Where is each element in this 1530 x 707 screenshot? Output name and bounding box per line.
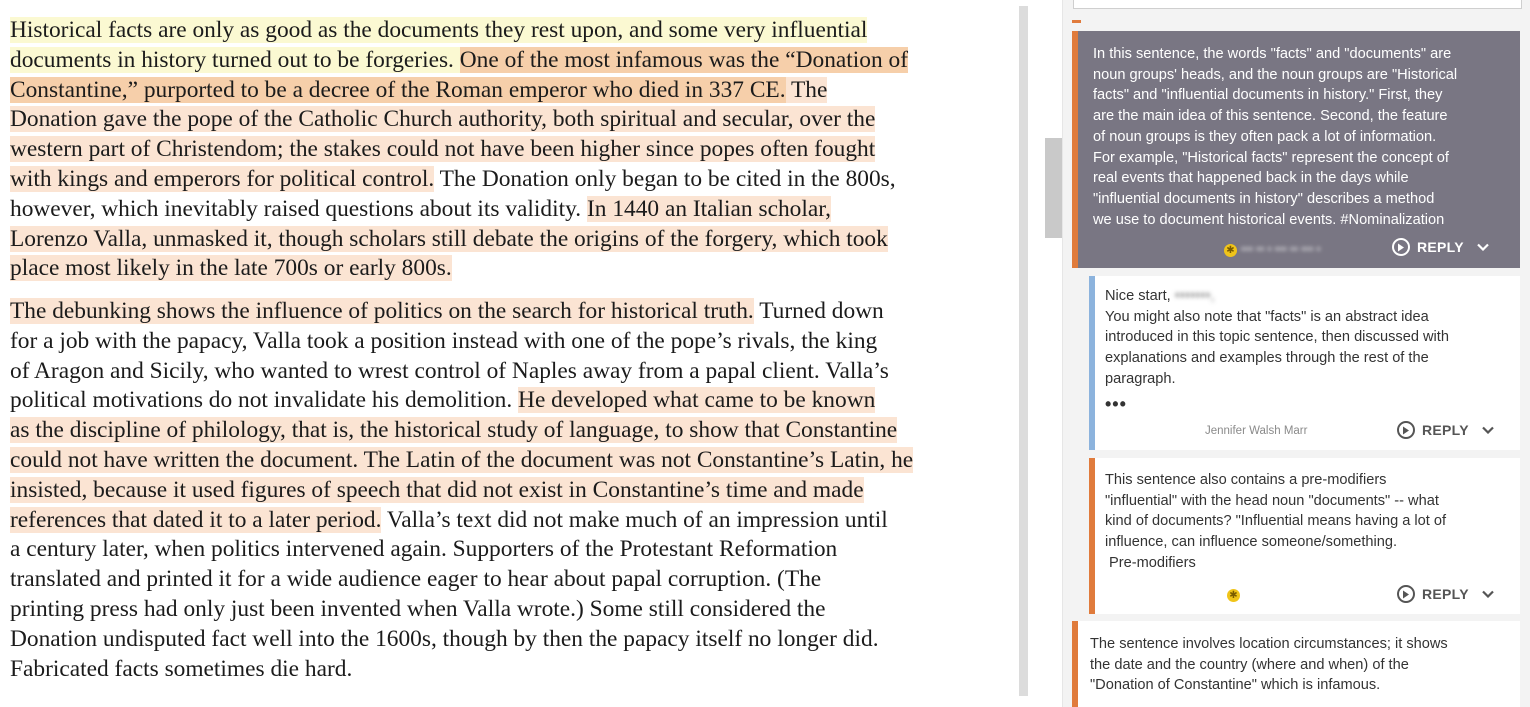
- plain-text: however, which inevitably raised questions about its validity.: [10, 195, 587, 222]
- highlight-span[interactable]: references that dated it to a later period.: [10, 506, 382, 533]
- plain-text: political motivations do not invalidate his demolition.: [10, 387, 519, 414]
- doc-line: [10, 16, 1000, 46]
- highlight-span[interactable]: documents in history turned out to be forgeries.: [10, 46, 460, 73]
- annotation-text-line: influence, can influence someone/something.: [1105, 534, 1398, 551]
- author-name: Jennifer Walsh Marr: [1205, 425, 1308, 437]
- highlight-span[interactable]: as the discipline of philology, that is, the historical study of language, to show that Constantine: [10, 417, 898, 444]
- annotation-panel: [1063, 0, 1530, 707]
- annotation-text-line: You might also note that "facts" is an abstract idea: [1105, 308, 1429, 325]
- plain-text: of Aragon and Sicily, who wanted to wrest control of Naples away from a papal client. Valla’s: [10, 357, 889, 384]
- annotation-text: [1105, 286, 1449, 390]
- chevron-down-icon[interactable]: [1482, 426, 1494, 434]
- annotation-text: [1090, 634, 1448, 696]
- plain-text: Fabricated facts sometimes die hard.: [10, 655, 353, 682]
- doc-line: [10, 297, 1000, 327]
- doc-line: [10, 535, 1000, 565]
- reply-button[interactable]: [1397, 421, 1494, 439]
- highlight-span[interactable]: The: [785, 76, 828, 103]
- doc-line: [10, 386, 1000, 416]
- more-options-button[interactable]: •••: [1105, 394, 1127, 414]
- annotation-text-line: This sentence also contains a pre-modifiers: [1105, 472, 1387, 488]
- annotation-card-selected[interactable]: [1072, 31, 1520, 268]
- doc-line: [10, 327, 1000, 357]
- annotation-text-line: noun groups' heads, and the noun groups are "Historical: [1093, 66, 1458, 83]
- plain-text: Donation undisputed fact well into the 1600s, though by then the papacy itself no longer did.: [10, 625, 879, 652]
- reply-label: REPLY: [1417, 239, 1464, 255]
- annotation-text-line: "Donation of Constantine" which is infamous.: [1090, 677, 1381, 694]
- highlight-span[interactable]: One of the most infamous was the “Donation of: [459, 46, 908, 73]
- paragraph-2: [10, 297, 1000, 684]
- panel-scrollbar-thumb[interactable]: [1045, 138, 1062, 238]
- doc-line: [10, 506, 1000, 536]
- plain-text: Valla’s text did not make much of an impression until: [381, 506, 888, 533]
- annotation-text-line: "influential documents in history" describes a method: [1093, 190, 1435, 207]
- annotation-text-line: we use to document historical events. #Nominalization: [1093, 211, 1445, 228]
- author-name: ••• •• • ••• •• ••• •: [1241, 244, 1321, 256]
- doc-line: [10, 254, 1000, 284]
- star-avatar-icon: ✱: [1224, 244, 1237, 257]
- doc-line: [10, 76, 1000, 106]
- play-icon: [1392, 238, 1410, 256]
- annotation-text-line: [1105, 286, 1449, 307]
- doc-line: [10, 165, 1000, 195]
- highlight-span[interactable]: Historical facts are only as good as the documents they rest upon, and some very influential: [10, 17, 868, 43]
- doc-line: [10, 135, 1000, 165]
- doc-line: [10, 105, 1000, 135]
- annotation-reply-card[interactable]: [1089, 276, 1520, 450]
- doc-line: [10, 565, 1000, 595]
- annotation-text-line: kind of documents? "Influential means having a lot of: [1105, 513, 1447, 530]
- annotation-text-line: paragraph.: [1105, 370, 1176, 387]
- highlight-span[interactable]: with kings and emperors for political control.: [10, 165, 435, 192]
- document-scrollbar[interactable]: [1019, 6, 1028, 696]
- highlight-span[interactable]: In 1440 an Italian scholar,: [587, 195, 831, 222]
- annotation-text-line: The sentence involves location circumstances; it shows: [1090, 636, 1448, 652]
- doc-line: [10, 416, 1000, 446]
- highlight-span[interactable]: place most likely in the late 700s or early 800s.: [10, 255, 452, 282]
- doc-line: [10, 357, 1000, 387]
- doc-line: [10, 46, 1000, 76]
- highlight-span[interactable]: Constantine,” purported to be a decree of the Roman emperor who died in 337 CE.: [10, 76, 786, 103]
- plain-text: printing press had only just been invented when Valla wrote.) Some still considered the: [10, 595, 826, 622]
- chevron-down-icon[interactable]: [1482, 590, 1494, 598]
- reply-button[interactable]: [1392, 238, 1489, 256]
- paragraph-1: [10, 16, 1000, 284]
- doc-line: [10, 655, 1000, 685]
- play-icon: [1397, 421, 1415, 439]
- plain-text: a century later, when politics intervened again. Supporters of the Protestant Reformation: [10, 536, 838, 563]
- annotation-tag: Pre-modifiers: [1105, 554, 1196, 571]
- star-avatar-icon: ✱: [1227, 589, 1240, 602]
- annotation-text-line: are the main idea of this sentence. Second, the feature: [1093, 108, 1448, 125]
- reply-label: REPLY: [1422, 422, 1469, 438]
- annotation-text-line: In this sentence, the words "facts" and "documents" are: [1093, 46, 1452, 62]
- greeting-text: Nice start,: [1105, 288, 1175, 304]
- annotation-text-line: the date and the country (where and when) of the: [1090, 656, 1409, 673]
- chevron-down-icon[interactable]: [1477, 243, 1489, 251]
- plain-text: Turned down: [753, 298, 884, 324]
- annotation-text-line: introduced in this topic sentence, then discussed with: [1105, 329, 1449, 346]
- annotation-text-line: real events that happened back in the days while: [1093, 170, 1409, 187]
- doc-line: [10, 595, 1000, 625]
- highlight-span[interactable]: The debunking shows the influence of politics on the search for historical truth.: [10, 298, 754, 324]
- annotation-card[interactable]: [1089, 458, 1520, 614]
- plain-text: for a job with the papacy, Valla took a position instead with one of the pope’s rivals, the king: [10, 327, 878, 354]
- blurred-name: •••••••,: [1174, 288, 1215, 304]
- reply-button[interactable]: [1397, 585, 1494, 603]
- annotation-text-line: of noun groups is they often pack a lot of information.: [1093, 128, 1437, 145]
- doc-line: [10, 625, 1000, 655]
- highlight-span[interactable]: insisted, because it used figures of speech that did not exist in Constantine’s time and made: [10, 476, 864, 503]
- highlight-span[interactable]: western part of Christendom; the stakes could not have been higher since popes often fought: [10, 136, 876, 163]
- highlight-span[interactable]: He developed what came to be known: [518, 387, 876, 414]
- annotation-text-line: "influential" with the head noun "documents" -- what: [1105, 492, 1439, 509]
- annotation-text: [1105, 470, 1446, 574]
- doc-line: [10, 195, 1000, 225]
- annotation-text-line: explanations and examples through the rest of the: [1105, 350, 1429, 367]
- play-icon: [1397, 585, 1415, 603]
- doc-line: [10, 446, 1000, 476]
- highlight-span[interactable]: could not have written the document. The Latin of the document was not Constantine’s Latin, he: [10, 446, 914, 473]
- highlight-span[interactable]: Lorenzo Valla, unmasked it, though scholars still debate the origins of the forgery, which took: [10, 225, 888, 252]
- annotation-input[interactable]: [1073, 0, 1522, 9]
- annotation-text: [1093, 44, 1457, 230]
- reply-label: REPLY: [1422, 586, 1469, 602]
- plain-text: The Donation only began to be cited in the 800s,: [434, 165, 896, 192]
- annotation-text-line: facts" and "influential documents in history." First, they: [1093, 87, 1443, 104]
- annotation-text-line: For example, "Historical facts" represent the concept of: [1093, 149, 1449, 166]
- annotation-card[interactable]: [1072, 621, 1520, 707]
- doc-line: [10, 225, 1000, 255]
- highlight-span[interactable]: Donation gave the pope of the Catholic Church authority, both spiritual and secular, over the: [10, 106, 876, 133]
- accent-marker: [1072, 20, 1081, 23]
- plain-text: translated and printed it for a wide audience eager to hear about papal corruption. (The: [10, 566, 822, 593]
- doc-line: [10, 476, 1000, 506]
